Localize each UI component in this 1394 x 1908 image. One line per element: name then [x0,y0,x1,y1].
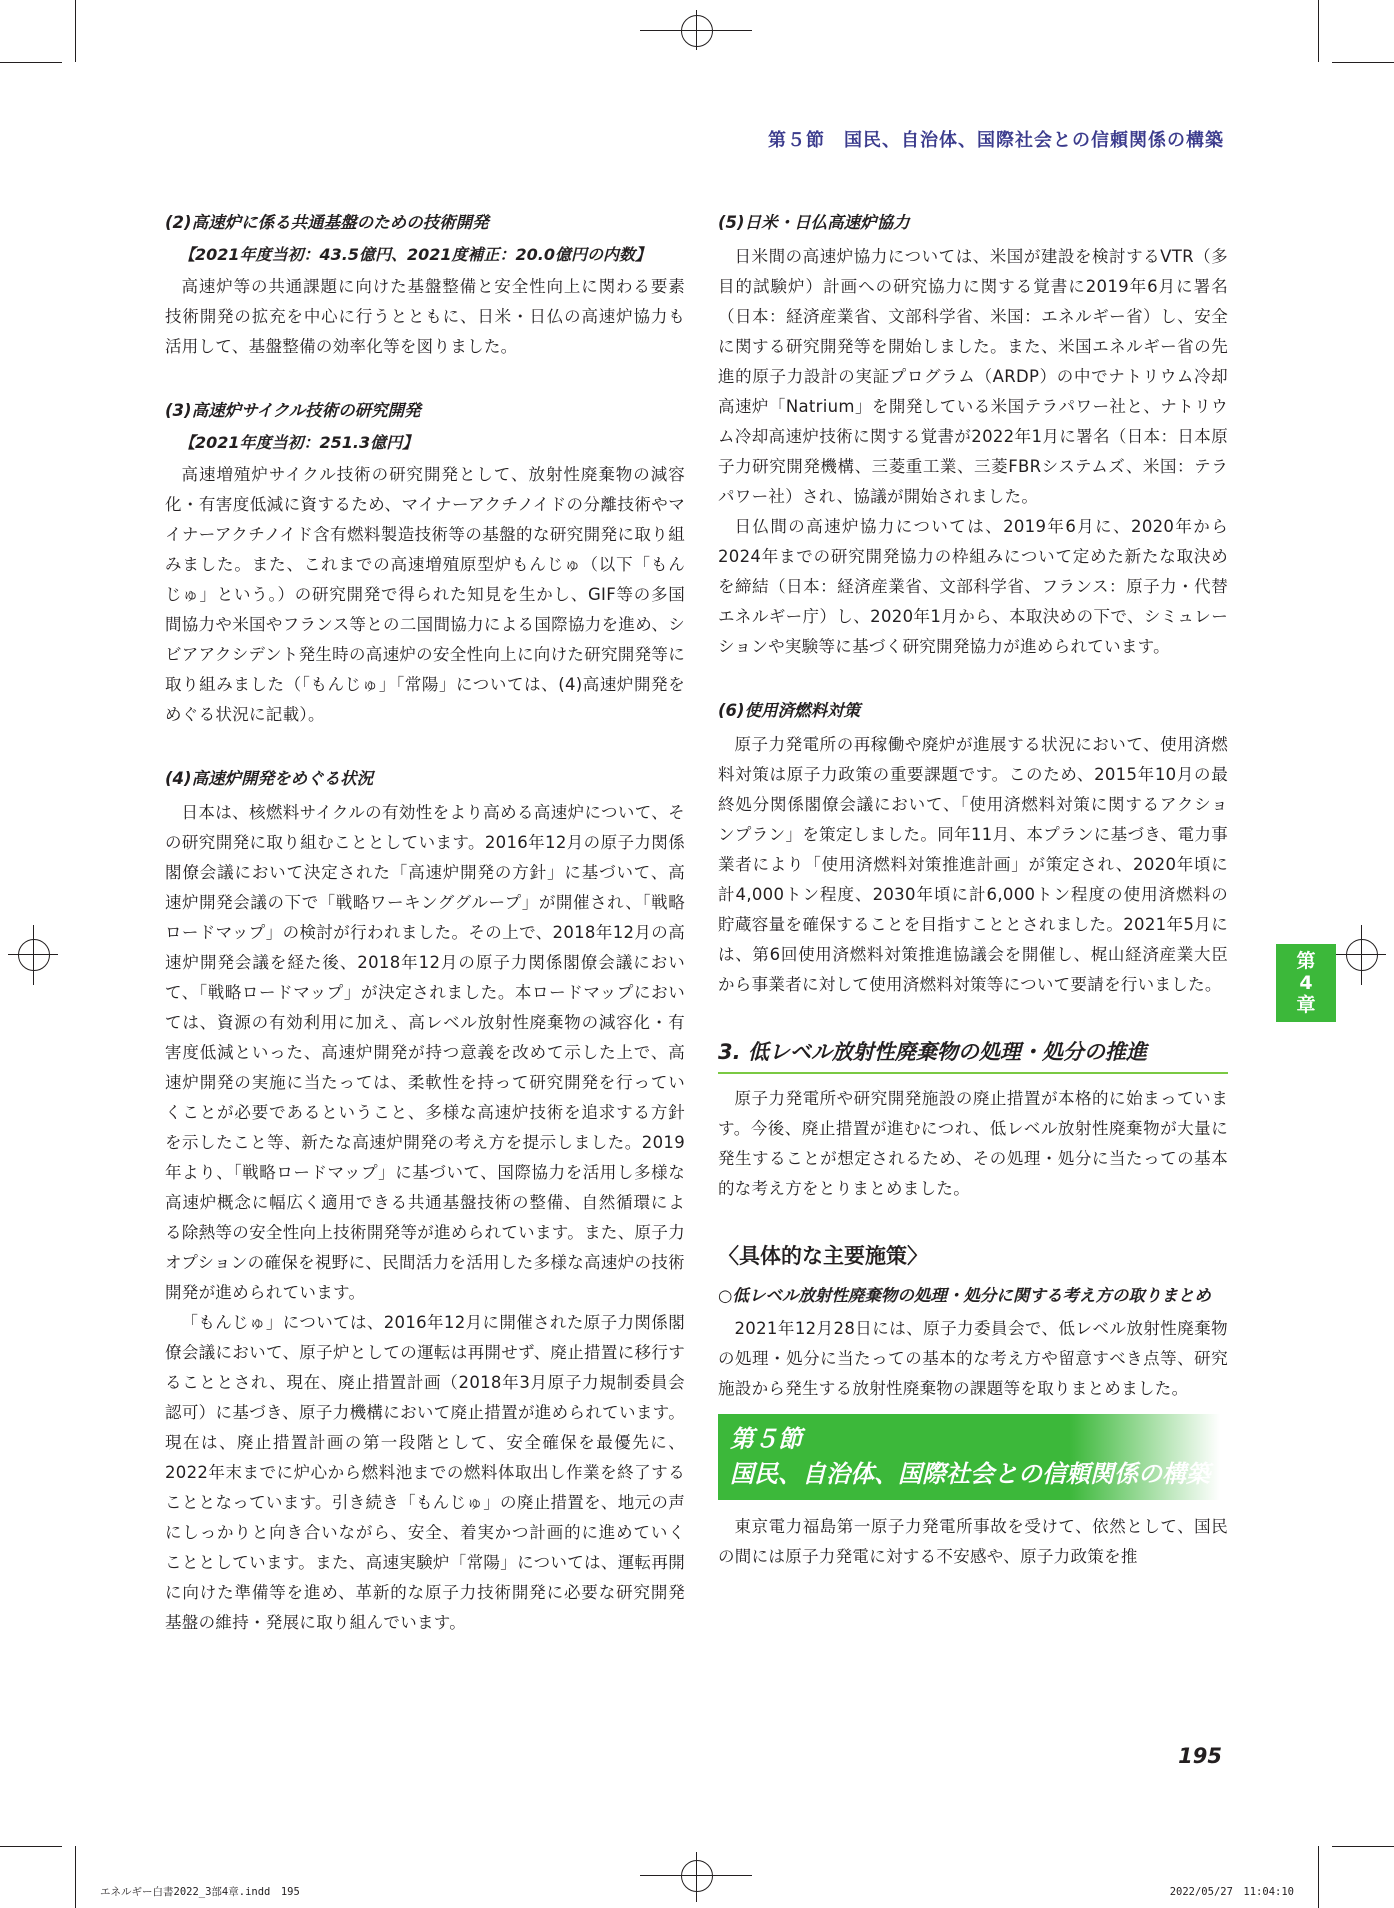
section-heading: 3. 低レベル放射性廃棄物の処理・処分の推進 [718,1036,1228,1074]
registration-mark-icon [18,939,50,971]
crop-mark [1318,0,1319,62]
running-head: 第５節 国民、自治体、国際社会との信頼関係の構築 [768,130,1224,151]
footer-timestamp: 2022/05/27 11:04:10 [1169,1886,1294,1898]
paragraph: 原子力発電所の再稼働や廃炉が進展する状況において、使用済燃料対策は原子力政策の重要課題です。このため、2015年10月の最終処分関係閣僚会議において、「使用済燃料対策に関するアクションプラン」を策定しました。同年11月、本プランに基づき、電力事業者により「使用済燃料対策推進計画」が策定され、2020年頃に計4,000トン程度、2030年頃に計6,000トン程度の使用済燃料の貯蔵容量を確保することを目指すこととされました。2021年5月には、第6回使用済燃料対策推進協議会を開催し、梶山経済産業大臣から事業者に対して使用済燃料対策等について要請を行いました。 [718,735,1228,994]
subsection-heading: (2)高速炉に係る共通基盤のための技術開発 [165,213,489,232]
section-title: 国民、自治体、国際社会との信頼関係の構築 [730,1460,1210,1488]
left-column [165,210,685,1638]
paragraph: 日仏間の高速炉協力については、2019年6月に、2020年から2024年までの研究開発協力の枠組みについて定めた新たな取決めを締結（日本：経済産業省、文部科学省、フランス：原子力・代替エネルギー庁）し、2020年1月から、本取決めの下で、シミュレーションや実験等に基づく研究開発協力が進められています。 [718,517,1228,656]
spacer [718,662,1228,698]
chapter-tab [1276,944,1336,1022]
subsection-heading: (5)日米・日仏高速炉協力 [718,213,910,232]
spacer [165,730,685,766]
spacer [718,1000,1228,1036]
paragraph: 原子力発電所や研究開発施設の廃止措置が本格的に始まっています。今後、廃止措置が進むにつれ、低レベル放射性廃棄物が大量に発生することが想定されるため、その処理・処分に当たっての基本的な考え方をとりまとめました。 [718,1089,1228,1198]
registration-mark-icon [681,1860,713,1892]
registration-mark-icon [1346,939,1378,971]
crop-mark [1332,62,1394,63]
crop-mark [0,62,62,63]
budget-note: 【2021年度当初：43.5億円、2021度補正：20.0億円の内数】 [179,245,652,264]
crop-mark [1318,1846,1319,1908]
section-number: 第５節 [730,1425,802,1453]
paragraph: 高速炉等の共通課題に向けた基盤整備と安全性向上に関わる要素技術開発の拡充を中心に行うとともに、日米・日仏の高速炉協力も活用して、基盤整備の効率化等を図りました。 [165,277,685,356]
policy-heading: 〈具体的な主要施策〉 [718,1244,928,1268]
paragraph: 2021年12月28日には、原子力委員会で、低レベル放射性廃棄物の処理・処分に当たっての基本的な考え方や留意すべき点等、研究施設から発生する放射性廃棄物の課題等を取りまとめました。 [718,1319,1228,1398]
subsection-heading: (4)高速炉開発をめぐる状況 [165,769,374,788]
chapter-tab-char: 第 [1296,950,1316,972]
paragraph: 日米間の高速炉協力については、米国が建設を検討するVTR（多目的試験炉）計画への研究協力に関する覚書に2019年6月に署名（日本：経済産業省、文部科学省、米国：エネルギー省）し、安全に関する研究開発等を開始しました。また、米国エネルギー省の先進的原子力設計の実証プログラム（ARDP）の中でナトリウム冷却高速炉「Natrium」を開発している米国テラパワー社と、ナトリウム冷却高速炉技術に関する覚書が2022年1月に署名（日本：日本原子力研究開発機構、三菱重工業、三菱FBRシステムズ、米国：テラパワー社）され、協議が開始されました。 [718,247,1228,506]
subsection-heading: (3)高速炉サイクル技術の研究開発 [165,401,421,420]
registration-mark-icon [681,15,713,47]
paragraph: 東京電力福島第一原子力発電所事故を受けて、依然として、国民の間には原子力発電に対する不安感や、原子力政策を推 [718,1517,1228,1566]
section-banner [718,1414,1220,1500]
subsection-heading: (6)使用済燃料対策 [718,701,861,720]
chapter-tab-char: 4 [1299,972,1313,994]
spacer [165,362,685,398]
policy-bullet-heading: ○低レベル放射性廃棄物の処理・処分に関する考え方の取りまとめ [718,1286,1211,1305]
paragraph: 「もんじゅ」については、2016年12月に開催された原子力関係閣僚会議において、原子炉としての運転は再開せず、廃止措置に移行することとされ、現在、廃止措置計画（2018年3月原子力規制委員会認可）に基づき、原子力機構において廃止措置が進められています。現在は、廃止措置計画の第一段階として、安全確保を最優先に、2022年末までに炉心から燃料池までの燃料体取出し作業を終了することとなっています。引き続き「もんじゅ」の廃止措置を、地元の声にしっかりと向き合いながら、安全、着実かつ計画的に進めていくこととしています。また、高速実験炉「常陽」については、運転再開に向けた準備等を進め、革新的な原子力技術開発に必要な研究開発基盤の維持・発展に取り組んでいます。 [165,1313,685,1632]
crop-mark [75,0,76,62]
crop-mark [75,1846,76,1908]
spacer [718,1204,1228,1240]
budget-note: 【2021年度当初：251.3億円】 [179,433,419,452]
crop-mark [1332,1846,1394,1847]
right-column [718,210,1228,1572]
paragraph: 日本は、核燃料サイクルの有効性をより高める高速炉について、その研究開発に取り組むこととしています。2016年12月の原子力関係閣僚会議において決定された「高速炉開発の方針」に基づいて、高速炉開発会議の下で「戦略ワーキンググループ」が開催され、「戦略ロードマップ」の検討が行われました。その上で、2018年12月の高速炉開発会議を経た後、2018年12月の原子力関係閣僚会議において、「戦略ロードマップ」が決定されました。本ロードマップにおいては、資源の有効利用に加え、高レベル放射性廃棄物の減容化・有害度低減といった、高速炉開発が持つ意義を改めて示した上で、高速炉開発の実施に当たっては、柔軟性を持って研究開発を行っていくことが必要であるということ、多様な高速炉技術を追求する方針を示したこと等、新たな高速炉開発の考え方を提示しました。2019年より、「戦略ロードマップ」に基づいて、国際協力を活用し多様な高速炉概念に幅広く適用できる共通基盤技術の整備、自然循環による除熱等の安全性向上技術開発等が進められています。また、原子力オプションの確保を視野に、民間活力を活用した多様な高速炉の技術開発が進められています。 [165,803,685,1302]
footer-file-info: エネルギー白書2022_3部4章.indd 195 [100,1886,300,1898]
crop-mark [0,1846,62,1847]
page-number: 195 [1178,1744,1222,1768]
paragraph: 高速増殖炉サイクル技術の研究開発として、放射性廃棄物の減容化・有害度低減に資するため、マイナーアクチノイドの分離技術やマイナーアクチノイド含有燃料製造技術等の基盤的な研究開発に取り組みました。また、これまでの高速増殖原型炉もんじゅ（以下「もんじゅ」という。）の研究開発で得られた知見を生かし、GIF等の多国間協力や米国やフランス等との二国間協力による国際協力を進め、シビアアクシデント発生時の高速炉の安全性向上に向けた研究開発等に取り組みました（「もんじゅ」「常陽」については、(4)高速炉開発をめぐる状況に記載）。 [165,465,685,724]
chapter-tab-char: 章 [1296,994,1316,1016]
